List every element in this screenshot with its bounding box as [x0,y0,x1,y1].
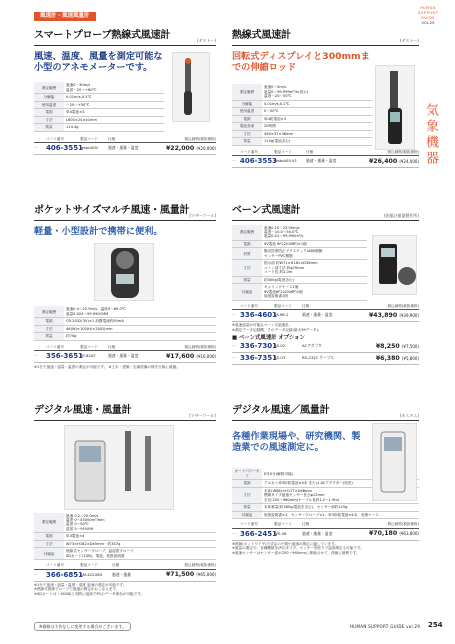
product-hotwire [232,30,419,168]
order-header: コード番号 製品コード 仕様 税込価格(税抜価格) [232,304,419,310]
order-row: － 366-2451 WS-06 風速・風量・温度 ¥70,180 (¥63,800) [232,529,419,541]
spec-table: 測定範囲 風速0.4～25.9m/s、温度0～60.0℃ 風量0.024～99,990CMM 電源 CR-2032(3V)×1 消費電流約50mA 寸法 46(W)×100(H)×20(D)mm 質量 約70g [34,306,216,340]
product-vane [232,205,419,365]
corner-logo: HUMAN SUPPORT GUIDE VOL.29 [417,6,438,25]
product-title: デジタル風速／風量計 [232,405,330,416]
product-title: ベーン式風速計 [232,205,301,216]
option-row: － 336-7301 RS-02 ACアダプタ ¥8,250 (¥7,500) [232,341,419,353]
product-pocket [34,205,216,370]
maker: (テストー) [400,37,419,43]
notes: ※熱線(ホットワイヤ)方式なので微小風速の測定に適しています。 ※風量の測定や、各種機械を(PC)タイプ、センサー別売りで温度測定も可能です。 ※風速センサーはセンサー部が250～960mmに伸縮させて、伸縮に便利です。 [232,541,364,556]
order-row: － 356-3651 SP-82AT 風速・風量・温度 ¥17,600 (¥16,000) [34,351,216,363]
order-row: － 336-4601 SK-98-2 風速・風量・温度 ¥43,890 (¥39,900) [232,310,419,322]
spec-table: 測定範囲 風速0～30m/s 温度－20～+60℃ 分解能 0.01m/s,0.1℃ 使用温度 －20～+50℃ 電源 単4電池×3 寸法 L600×24×41mm 質量 114.4g [34,82,164,131]
maker: (マザーツール) [189,212,217,218]
order-row: － 406-3553 testo405-V1 風速・風量・温度 ¥26,400 (¥24,000) [232,156,419,168]
maker: (佐藤計量器製作所) [383,212,419,218]
product-title: 熱線式風速計 [232,30,291,41]
notes: ※1台で風速・風量・温度・湿度 風速の測定が可能です。 ※熱線式熱線プローブで風速の測定がおこなえます。 ※SDカード(1〜16GB)と同時に接続でPCのデータ保存が可能です。 [34,582,145,597]
maker: (テストー) [197,37,216,43]
product-image [94,243,154,301]
order-header: コード番号 製品コード 仕様 税込価格(税抜価格) [232,522,419,528]
order-header: コード番号 製品コード 仕様 税込価格(税抜価格) [34,563,216,569]
order-header: コード番号 製品コード 仕様 税込価格(税抜価格) [34,137,216,143]
side-label: 気象機器 [423,103,438,167]
product-image [372,423,417,501]
order-header: コード番号 製品コード 仕様 税込価格(税抜価格) [34,345,216,351]
product-digital-1 [34,405,216,597]
product-title: デジタル風速・風量計 [34,405,132,416]
option-title: ■ ベーン式風速計 オプション [232,334,305,341]
order-row: － 406-3551 testo405i 風速・風量・温度 ¥22,000 (¥20,000) [34,143,216,155]
catch-copy: 回転式ディスプレイと300mmまでの伸縮ロッド [232,50,370,74]
page-number: 254 [428,621,443,629]
order-header: コード番号 製品コード 仕様 税込価格(税抜価格) [232,150,419,156]
notes: ※風速風量が可能なベーン式風速計。 ※測定データ記録機、そのデータ記録(最大99データ)。 [232,323,322,332]
product-digital-2 [232,405,419,556]
order-row: － 366-6851 AM-4224SD 風速・風量 ¥71,500 (¥65,000) [34,570,216,582]
spec-table: 測定範囲 風速 0.2～25.0m/s 温度 0～45000m³/min 温度 0～50℃ 湿度 5～95%RH 電源 単3電池×4 寸法 W73×H182×D45mm・約347g 付属品 熱線式センサープローブ、温湿度プローブ SDカード(1GB)、電池、取扱説明書 [34,513,216,561]
catch-copy: 風速、温度、風量を測定可能な小型のアネモメーターです。 [34,50,163,74]
maker: (カスタム) [399,412,419,418]
catch-copy: 軽量・小型設計で携帯に便利。 [34,225,163,237]
option-row: － 336-7351 RS-03 RS-232C ケーブル ¥6,380 (¥5,800) [232,353,419,365]
product-image [375,65,415,150]
product-title: スマートプローブ熱線式風速計 [34,30,171,41]
spec-table: オートパワーオフ 約10分(解除可能) 電源 アルカリ単3形乾電池×4本 または ACアダプター(別売) 寸法 本体(W88)×H177×D48mm 標線タイプ風速センサー長さφ12mm 全長:250～960mm(ケーブル長約1.2～1.9m) 質量 本体重量(約380g/電池を含む)、センサー部約125g 付属品 取扱説明書×1、センサープローブ×1、単3形乾電池×4本、収納ケース [232,468,419,519]
product-image [64,425,174,510]
maker: (マザーツール) [189,412,216,418]
product-title: ポケットサイズマルチ風速・風量計 [34,205,190,216]
catch-copy: 各種作業現場や、研究機関、製造業での風速測定に。 [232,430,361,454]
product-image [372,235,417,295]
spec-table: 測定範囲 風速0.10～25.00m/s 温度－10.0～50.0℃ 風量0.01～99,990m³/s 電源 9V電池 6F22(006P)×1個 材質 陽光防滑防止プラスチック/ABS樹脂 センサーPVC樹脂 寸法 指示部 約W71×H181×D38mm ベーン部寸法 約φ70mm コード長 約2.0m 質量 約300g(電池含む) 付属品 キャリングケース1個 9V電池6F22(006P)1個 取扱説明書1冊 [232,225,367,301]
spec-table: 測定範囲 風速0～5m/s 風量0～99,999m³/h(表示) 温度－20～50℃ 分解能 0.01m/s,0.1℃ 使用温度 0～50℃ 電源 単4乾電池×3 電池寿命 20時間 寸法 490×37×36mm 質量 115g(電池含む) [232,84,372,145]
notes: ※1台で風速・風量・温度の測定が可能です。 ※土木・建築・空調設備の保守点検に最適。 [34,365,180,370]
price-notice: ※価格は予告なしに変更する場合がございます。 [34,622,131,631]
category-tab: 風速計・風速風量計 [34,12,96,21]
product-smart-probe [34,30,216,155]
guide-label: HUMAN SUPPORT GUIDE vol.29 [350,624,421,629]
product-image [172,52,210,122]
